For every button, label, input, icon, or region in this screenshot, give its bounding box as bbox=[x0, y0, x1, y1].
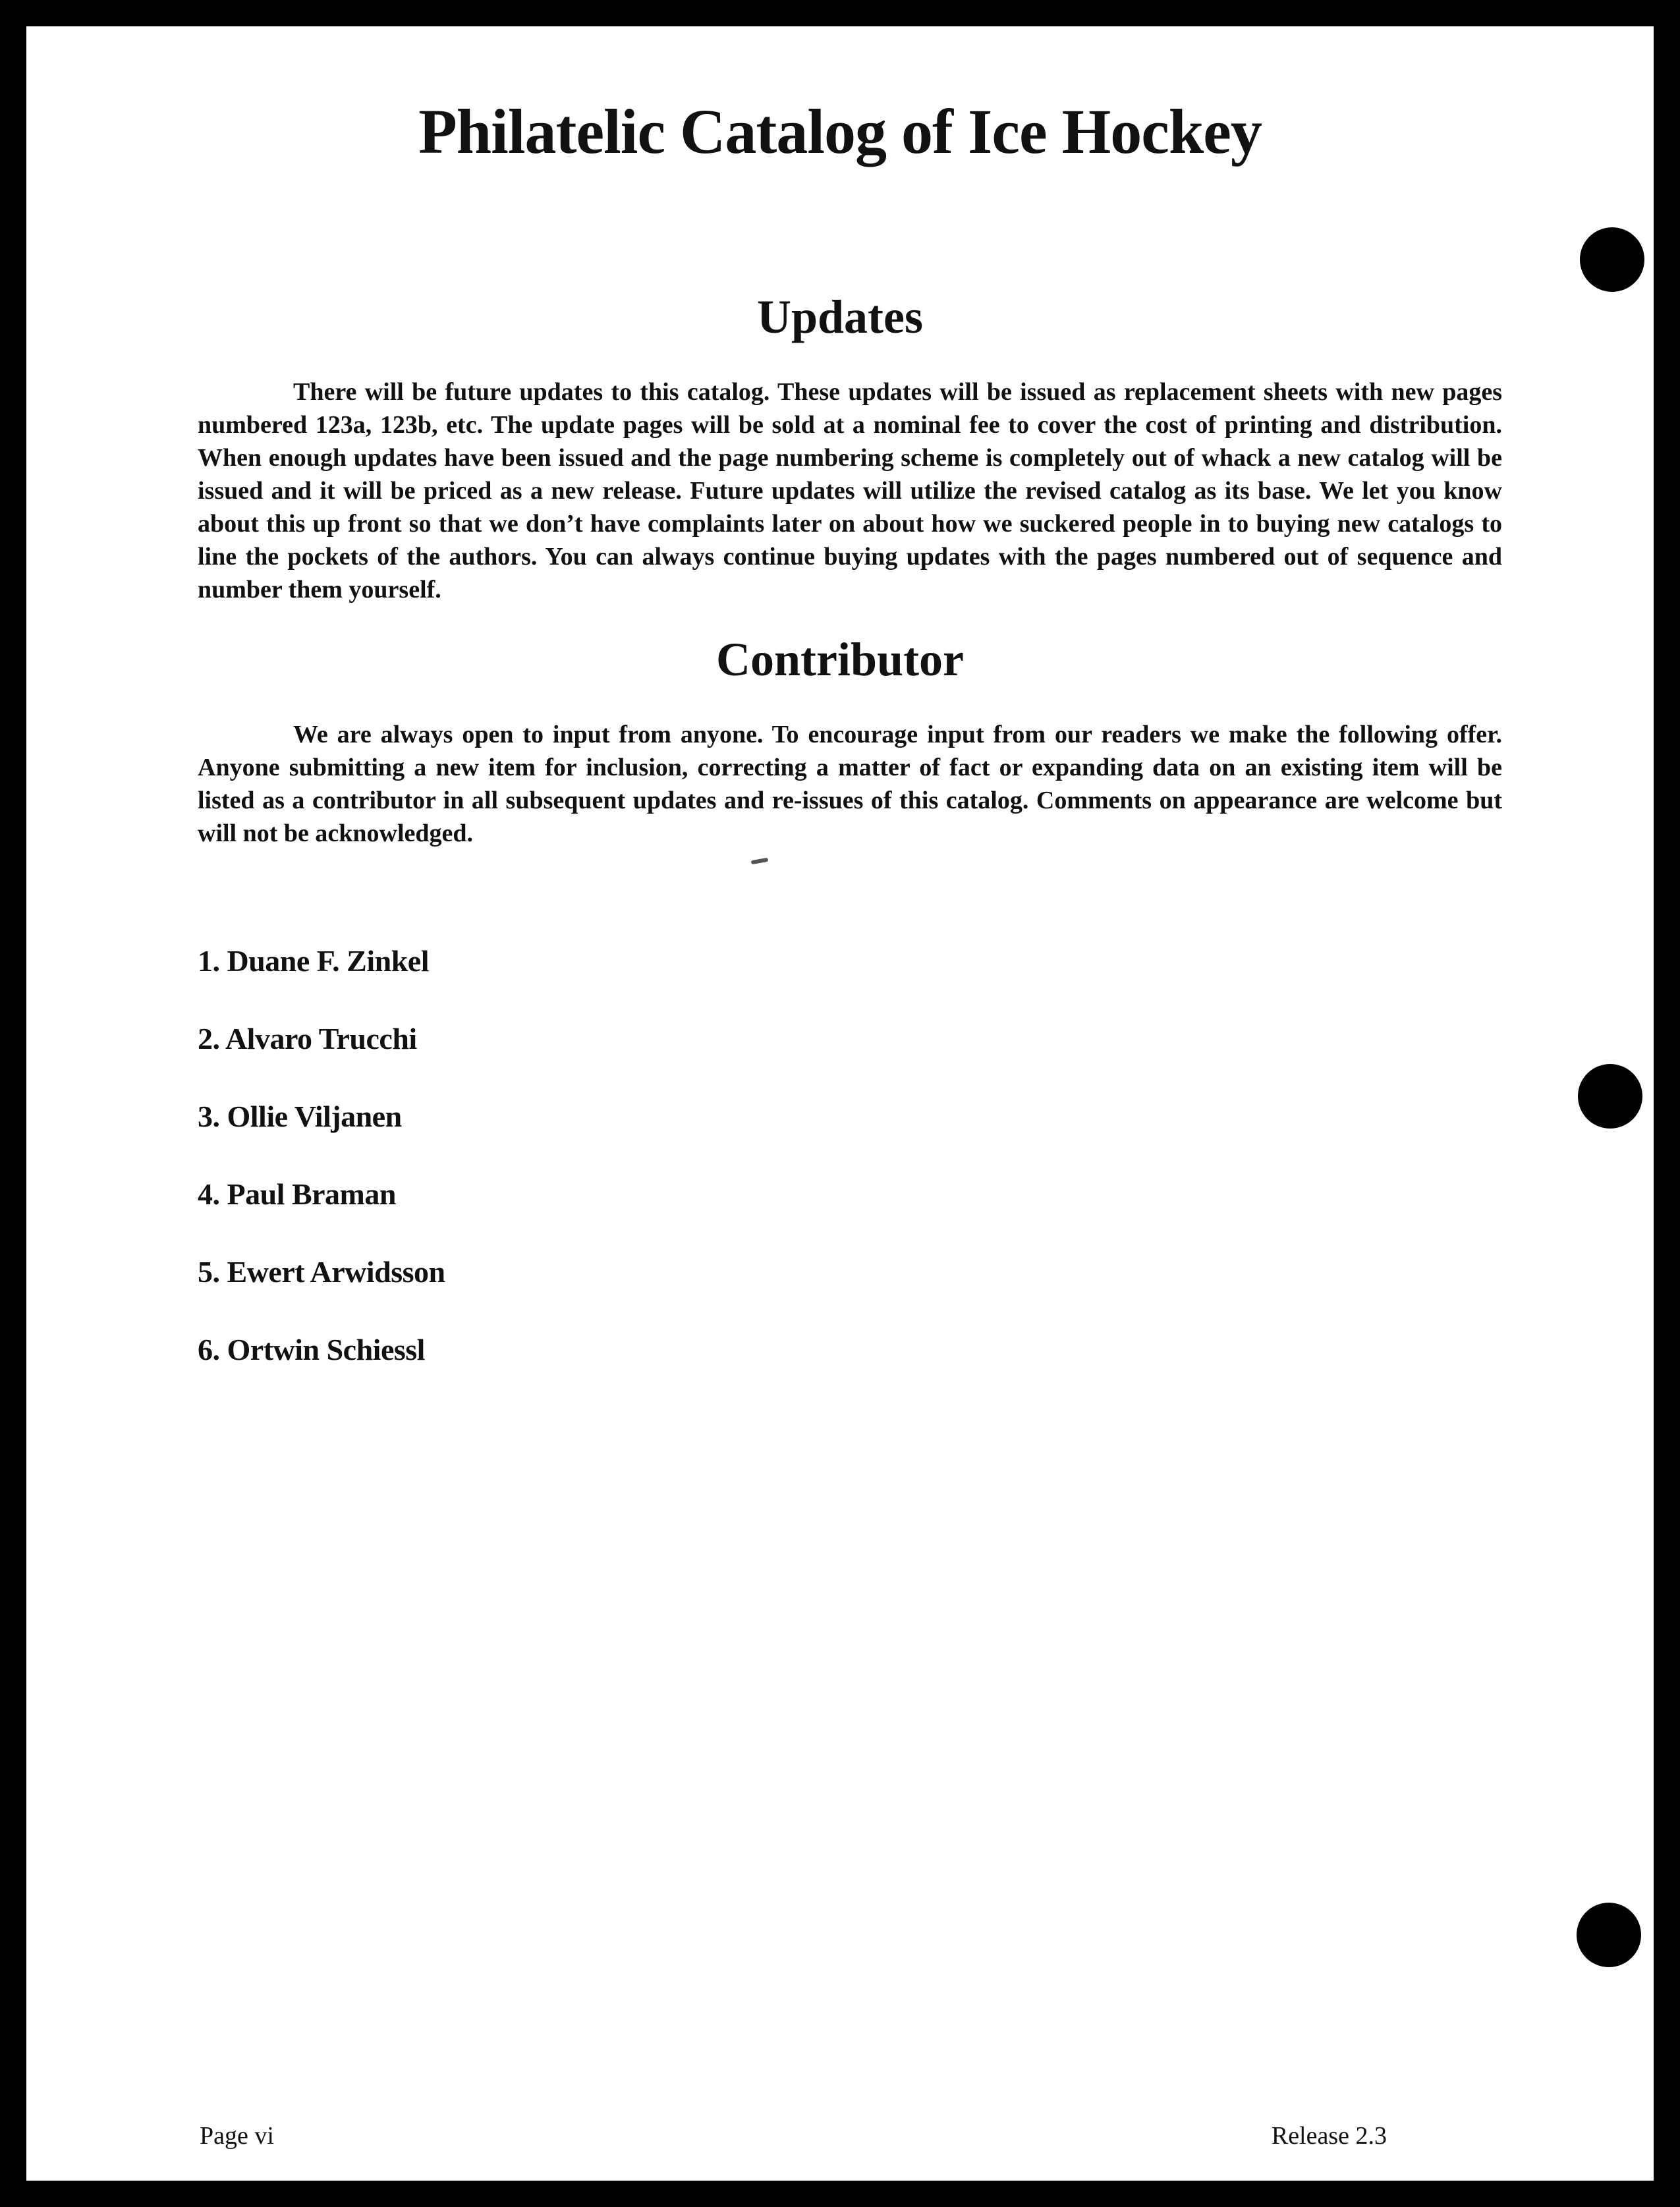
paper-speck bbox=[751, 858, 769, 864]
contributor-item: 6. Ortwin Schiessl bbox=[198, 1333, 425, 1366]
contributor-paragraph: We are always open to input from anyone. To encourage input from our readers we make the following offer. Anyone submitting a new item for inclusion, correcting a matter of fact or expanding data on an existing item will be listed as a contributor in all subsequent updates and re-issues of this catalog. Comments on appearance are welcome but will not be acknowledged. bbox=[198, 721, 1502, 847]
page-number: Page vi bbox=[200, 2122, 274, 2150]
contributor-item: 5. Ewert Arwidsson bbox=[198, 1255, 445, 1289]
contributor-heading: Contributor bbox=[716, 633, 964, 686]
contributor-item: 2. Alvaro Trucchi bbox=[198, 1022, 417, 1055]
document-page bbox=[26, 26, 1654, 2181]
contributor-list bbox=[198, 946, 445, 1412]
punch-hole bbox=[1577, 1903, 1641, 1967]
document-title: Philatelic Catalog of Ice Hockey bbox=[418, 96, 1262, 167]
release-label: Release 2.3 bbox=[1271, 2122, 1387, 2150]
updates-heading: Updates bbox=[756, 291, 924, 343]
contributor-item: 3. Ollie Viljanen bbox=[198, 1100, 402, 1133]
contributor-item: 4. Paul Braman bbox=[198, 1177, 396, 1211]
contributor-item: 1. Duane F. Zinkel bbox=[198, 944, 430, 978]
updates-paragraph: There will be future updates to this catalog. These updates will be issued as replacement sheets with new pages numbered 123a, 123b, etc. The update pages will be sold at a nominal fee to cover the cost of printing and distribution. When enough updates have been issued and the page numbering scheme is completely out of whack a new catalog will be issued and it will be priced as a new release. Future updates will utilize the revised catalog as its base. We let you know about this up front so that we don’t have complaints later on about how we suckered people in to buying new catalogs to line the pockets of the authors. You can always continue buying updates with the pages numbered out of sequence and number them yourself. bbox=[198, 378, 1502, 603]
punch-hole bbox=[1580, 227, 1644, 292]
punch-hole bbox=[1578, 1064, 1642, 1129]
